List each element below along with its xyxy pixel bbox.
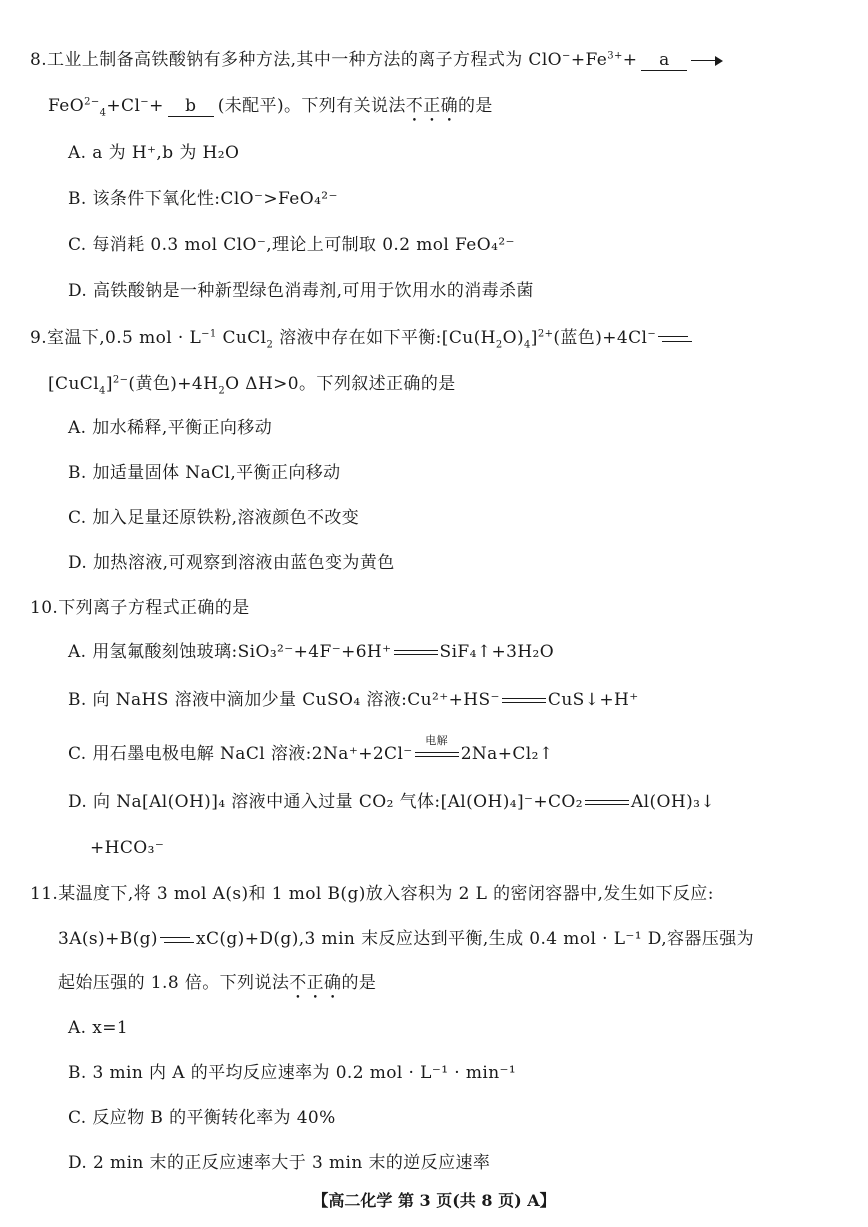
blank-b: b	[168, 96, 214, 117]
reaction-arrow	[691, 56, 723, 66]
q11-stem-line1: 11.某温度下,将 3 mol A(s)和 1 mol B(g)放入容积为 2 L 的密闭容器中,发生如下反应:	[30, 884, 714, 904]
q8-stem-line2: FeO$^{2-}_4$+Cl−+ b (未配平)。下列有关说法不正确的是	[48, 96, 493, 119]
q9-stem-line2: [CuCl$_4$]$^{2-}$(黄色)$+4H_2O$ ΔH>0。下列叙述正确的是	[48, 374, 456, 397]
blank-a: a	[641, 50, 687, 71]
condition-label: 电解	[425, 733, 449, 747]
q9-option-d: D. 加热溶液,可观察到溶液由蓝色变为黄色	[68, 553, 395, 573]
q11-option-c: C. 反应物 B 的平衡转化率为 40%	[68, 1108, 336, 1128]
q9-option-b: B. 加适量固体 NaCl,平衡正向移动	[68, 463, 341, 483]
q9-option-c: C. 加入足量还原铁粉,溶液颜色不改变	[68, 508, 360, 528]
q8-number: 8.	[30, 50, 48, 70]
q10-option-a: A. 用氢氟酸刻蚀玻璃:SiO₃²⁻+4F⁻+6H⁺ SiF₄↑+3H₂O	[68, 642, 555, 662]
q8-option-b: B. 该条件下氧化性:ClO⁻>FeO₄²⁻	[68, 189, 338, 209]
equals-sign	[394, 649, 438, 657]
emphasis-not-correct: 不正确	[289, 973, 342, 993]
q11-option-b: B. 3 min 内 A 的平均反应速率为 0.2 mol · L⁻¹ · min⁻¹	[68, 1063, 517, 1083]
q8-option-a: A. a 为 H⁺,b 为 H₂O	[68, 143, 240, 163]
q9-option-a: A. 加水稀释,平衡正向移动	[68, 418, 273, 438]
q8-stem-line1: 8.工业上制备高铁酸钠有多种方法,其中一种方法的离子方程式为 $ClO^-+Fe^{3+}+ a$	[30, 48, 723, 72]
q10-option-d-continued: +HCO₃⁻	[90, 838, 165, 858]
q11-option-d: D. 2 min 末的正反应速率大于 3 min 末的逆反应速率	[68, 1153, 491, 1173]
q10-stem: 10.下列离子方程式正确的是	[30, 598, 250, 618]
equals-sign	[502, 697, 546, 705]
q10-option-d: D. 向 Na[Al(OH)]₄ 溶液中通入过量 CO₂ 气体:[Al(OH)₄]⁻+CO₂ Al(OH)₃↓	[68, 792, 715, 812]
equilibrium-arrow	[160, 934, 194, 946]
q8-option-c: C. 每消耗 0.3 mol ClO⁻,理论上可制取 0.2 mol FeO₄²⁻	[68, 235, 515, 255]
emphasis-not-correct: 不正确	[405, 96, 458, 116]
q11-stem-line2: 3A(s)+B(g) xC(g)+D(g),3 min 末反应达到平衡,生成 0.4 mol · L⁻¹ D,容器压强为	[58, 929, 755, 949]
q11-stem-line3: 起始压强的 1.8 倍。下列说法不正确的是	[58, 973, 377, 993]
equals-sign	[585, 799, 629, 807]
q9-stem-line1: 9.室温下,0.5 mol · $L^{-1}$ CuCl$_2$ 溶液中存在如下平衡$:[Cu(H_2O)_4]^{2+}$(蓝色)+4Cl−	[30, 326, 694, 350]
q10-option-c: C. 用石墨电极电解 NaCl 溶液:2Na⁺+2Cl⁻ 电解 2Na+Cl₂↑	[68, 733, 554, 764]
q11-option-a: A. x=1	[68, 1018, 129, 1038]
electrolysis-sign	[415, 733, 459, 759]
q8-option-d: D. 高铁酸钠是一种新型绿色消毒剂,可用于饮用水的消毒杀菌	[68, 281, 534, 301]
q10-option-b: B. 向 NaHS 溶液中滴加少量 CuSO₄ 溶液:Cu²⁺+HS⁻ CuS↓+H⁺	[68, 690, 639, 710]
equilibrium-arrow	[658, 333, 692, 345]
page-footer: 【高二化学 第 3 页(共 8 页) A】	[312, 1191, 556, 1210]
